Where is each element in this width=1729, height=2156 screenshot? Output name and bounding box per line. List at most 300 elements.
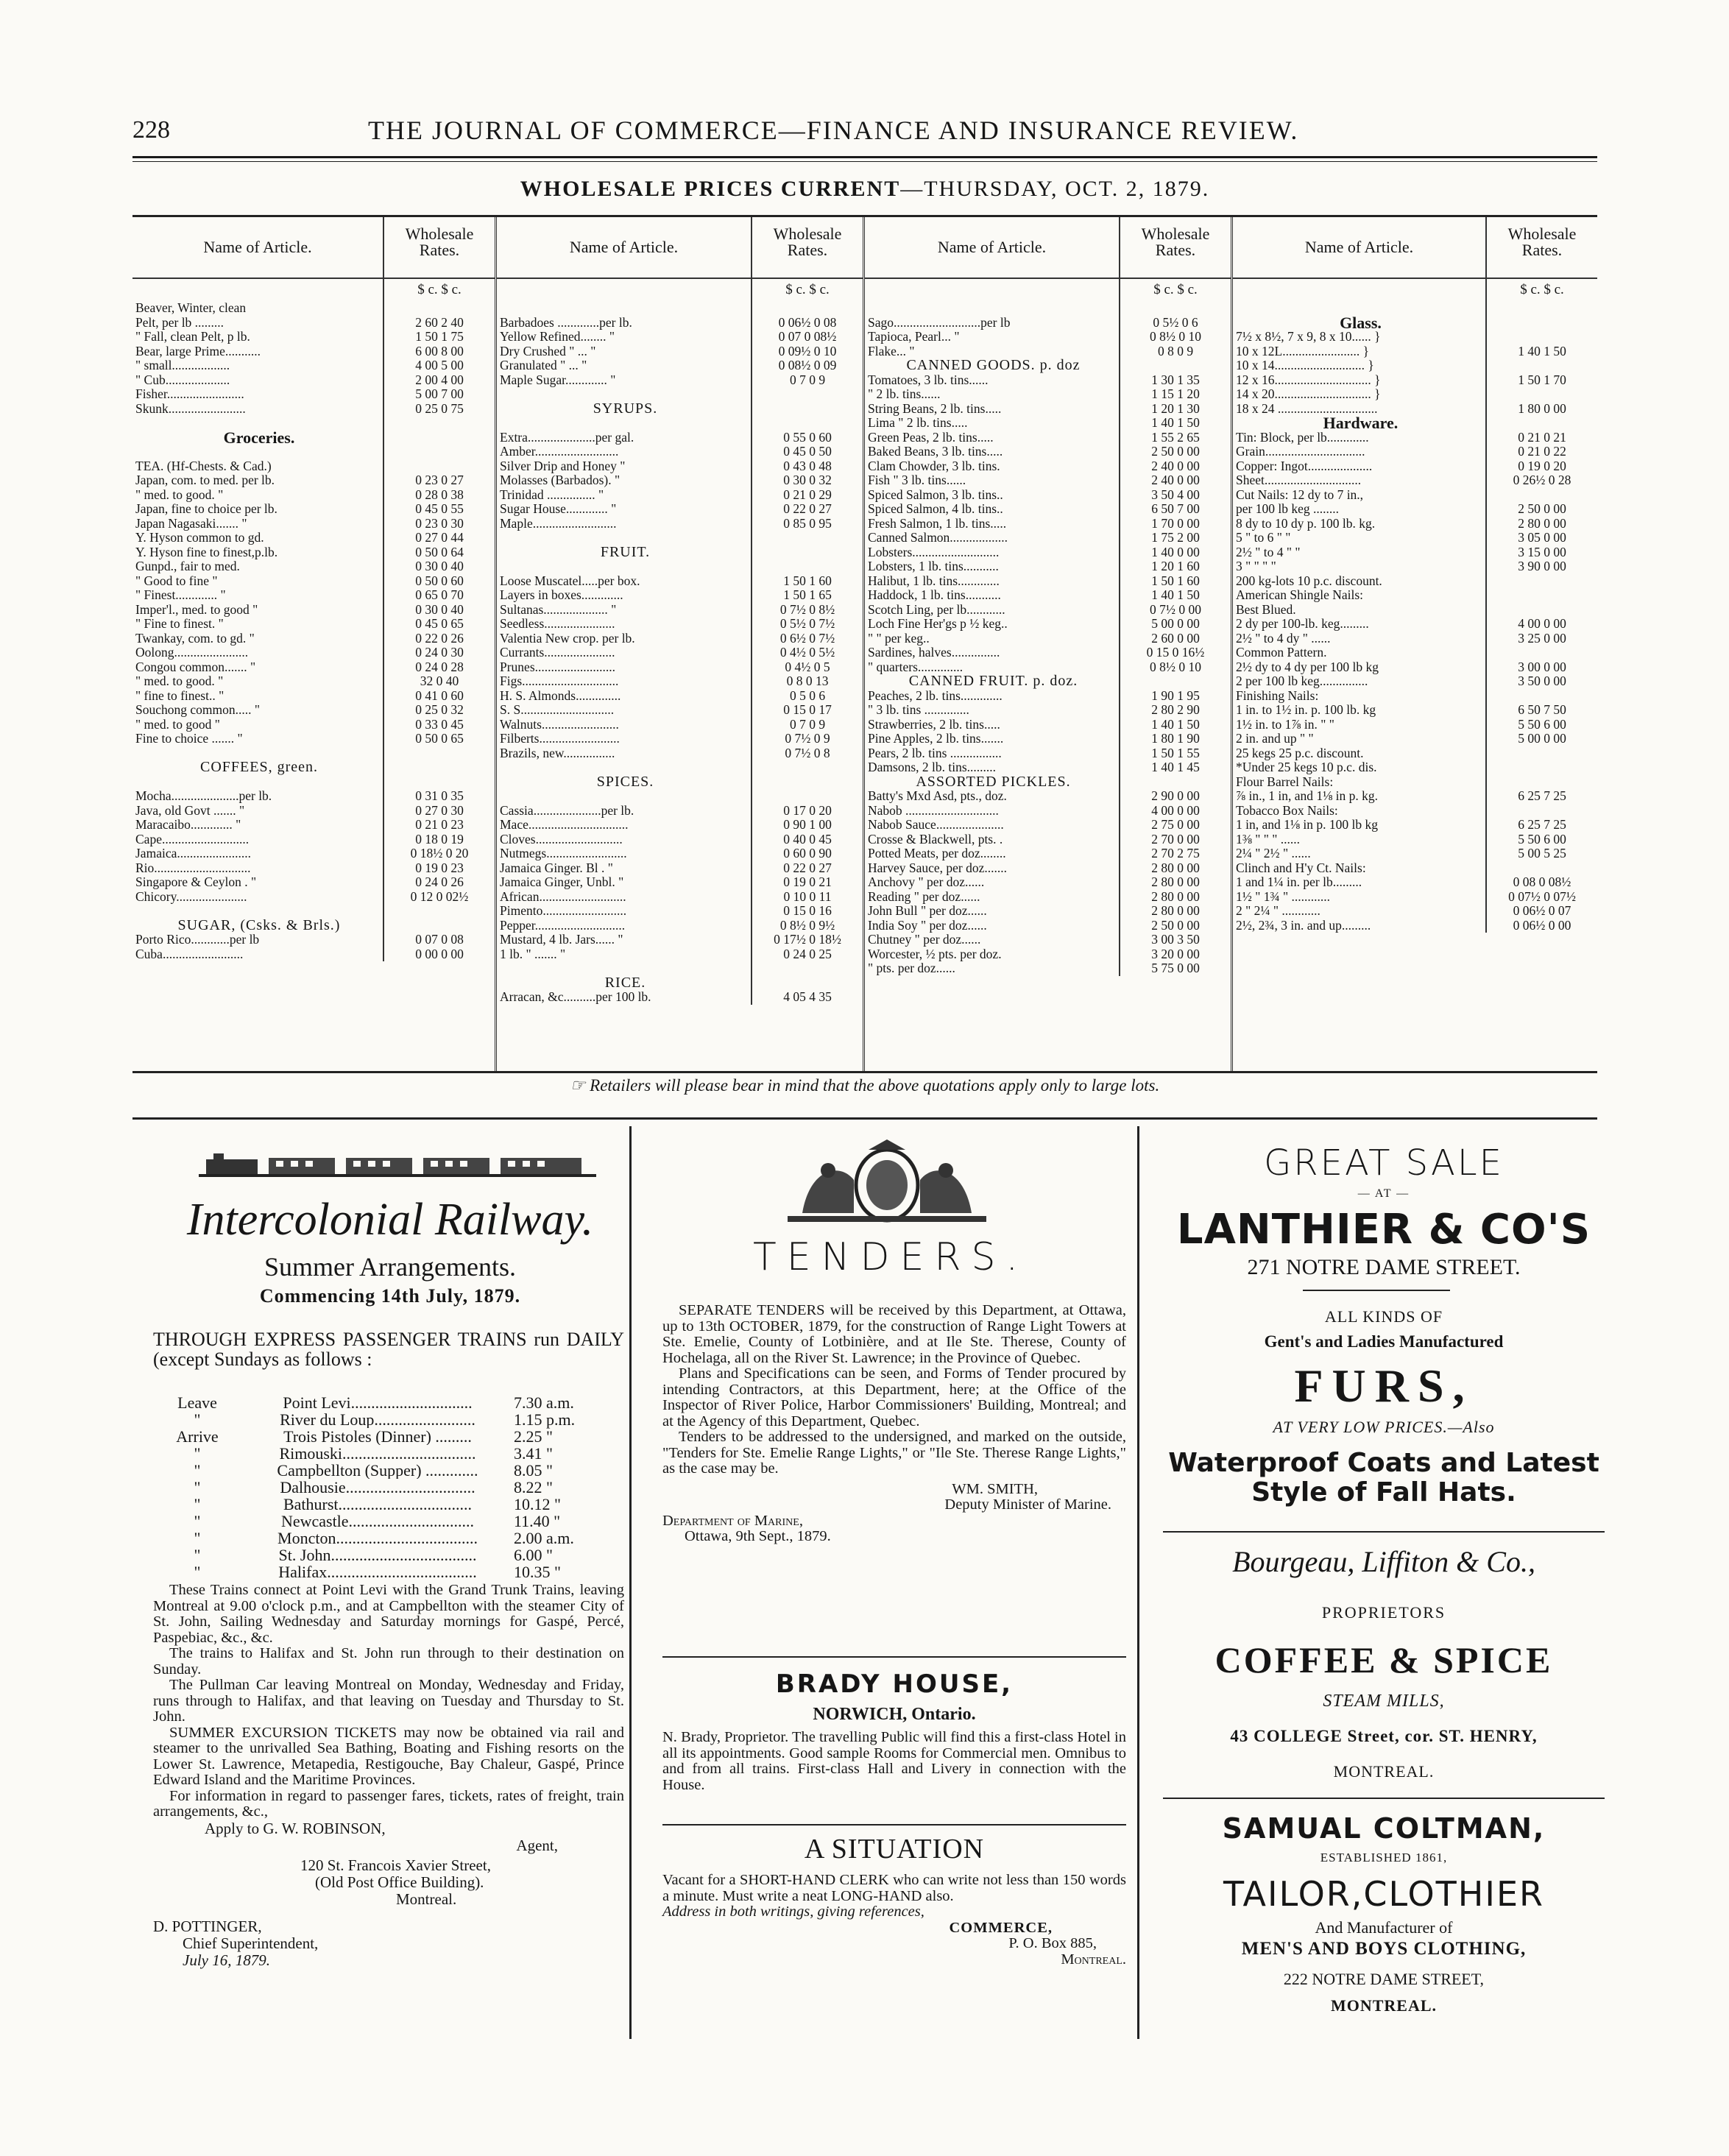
superintendent-name: D. POTTINGER,	[153, 1917, 262, 1935]
price-row	[497, 990, 863, 1005]
wholesale-rate: 0 90 1 00	[751, 818, 863, 833]
wholesale-rate: 0 06½ 0 08	[751, 316, 863, 331]
wholesale-rate: 0 07½ 0 07½	[1485, 890, 1597, 905]
lanthier-gents: Gent's and Ladies Manufactured	[1264, 1332, 1504, 1351]
wholesale-rate	[1485, 603, 1597, 618]
article-name	[132, 445, 383, 459]
railway-title: Intercolonial Railway.	[186, 1195, 594, 1245]
article-name: Maple..........................	[500, 516, 617, 531]
prices-column-4	[1233, 217, 1597, 1071]
wholesale-rate: 5 00 0 00	[1119, 617, 1231, 632]
price-row	[865, 531, 1231, 545]
wholesale-rate: 0 21 0 22	[1485, 445, 1597, 459]
railway-timetable	[153, 1394, 624, 1580]
price-row	[132, 847, 495, 861]
article-name: 200 kg-lots 10 p.c. discount.	[1236, 573, 1382, 588]
price-row	[497, 890, 863, 905]
price-row	[132, 373, 495, 388]
money-header-row	[865, 279, 1231, 301]
article-name: SYRUPS.	[593, 401, 658, 416]
article-name: Figs..............................	[500, 674, 619, 688]
price-row	[132, 416, 495, 431]
price-row	[132, 545, 495, 560]
article-name: Fish " 3 lb. tins......	[868, 473, 966, 487]
coltman-mens: MEN'S AND BOYS CLOTHING,	[1241, 1939, 1527, 1959]
price-row	[865, 488, 1231, 503]
article-name	[497, 387, 751, 402]
price-row	[132, 531, 495, 545]
price-row	[865, 574, 1231, 589]
article-name: Damsons, 2 lb. tins.........	[868, 760, 997, 774]
tenders-divider	[662, 1656, 1126, 1658]
article-name: Scotch Ling, per lb............	[868, 602, 1005, 617]
price-row	[1233, 574, 1597, 589]
price-row	[132, 646, 495, 660]
wholesale-rate: 2 70 2 75	[1119, 847, 1231, 861]
bourgeau-city: MONTREAL.	[1333, 1762, 1435, 1781]
wholesale-rate	[751, 416, 863, 431]
article-name: Harvey Sauce, per doz.......	[868, 860, 1008, 875]
price-row	[865, 789, 1231, 804]
wholesale-rate: 0 50 0 60	[383, 574, 495, 589]
wholesale-rate: 0 19 0 21	[751, 875, 863, 890]
stop-direction: "	[194, 1529, 201, 1547]
article-name: Mocha.....................per lb.	[135, 789, 272, 803]
price-row	[1233, 373, 1597, 388]
page-header	[132, 110, 1597, 147]
wholesale-rate: 1 70 0 00	[1119, 517, 1231, 531]
article-name: 2½ " to 4 dy " ......	[1236, 631, 1331, 646]
wholesale-rate	[751, 301, 863, 316]
tenders-department: Department of Marine,	[662, 1512, 803, 1529]
article-name: Pepper............................	[500, 918, 626, 933]
article-name: Extra.....................per gal.	[500, 430, 634, 445]
article-name: Crosse & Blackwell, pts. .	[868, 832, 1003, 847]
price-row	[497, 301, 863, 316]
name-header: Name of Article.	[865, 217, 1120, 278]
stop-time: 10.35 "	[514, 1563, 561, 1581]
article-name: " quarters..............	[868, 660, 963, 674]
section-heading-row	[497, 402, 863, 417]
wholesale-rate: 0 8 0 13	[751, 674, 863, 689]
section-heading-row	[1233, 316, 1597, 331]
wholesale-rate: 3 15 0 00	[1485, 545, 1597, 560]
paragraph: The Pullman Car leaving Montreal on Monday, Wednesday and Friday, runs through to Halifax, and that leaving on Tuesday and Thursday to St. John.	[153, 1677, 624, 1725]
timetable-row	[153, 1411, 624, 1428]
situation-address: Address in both writings, giving references,	[662, 1904, 924, 1920]
article-name: 3 " " " "	[1236, 559, 1276, 573]
price-row	[1233, 689, 1597, 704]
lanthier-address: 271 NOTRE DAME STREET.	[1247, 1255, 1521, 1279]
price-row	[1233, 473, 1597, 488]
wholesale-rate: 1 40 1 50	[1119, 588, 1231, 603]
price-row	[497, 746, 863, 761]
price-row	[865, 703, 1231, 718]
stop-name: Rimouski.................................	[279, 1445, 476, 1462]
article-name: Maple Sugar............. "	[500, 372, 616, 387]
wholesale-rate	[1485, 746, 1597, 761]
stop-time: 3.41 "	[514, 1444, 553, 1463]
price-row	[865, 344, 1231, 359]
article-name: Mustard, 4 lb. Jars...... "	[500, 933, 623, 947]
coltman-tailor: TAILOR,CLOTHIER	[1223, 1874, 1544, 1914]
timetable-row	[153, 1394, 624, 1411]
wholesale-rate: 0 7½ 0 00	[1119, 603, 1231, 618]
wholesale-rate	[383, 301, 495, 316]
wholesale-rate: 0 08½ 0 09	[751, 358, 863, 373]
price-row	[865, 660, 1231, 675]
article-name: Tobacco Box Nails:	[1236, 803, 1338, 818]
article-name: " small..................	[135, 358, 230, 372]
wholesale-rate: 0 65 0 70	[383, 588, 495, 603]
article-name: Dry Crushed " ... "	[500, 344, 596, 358]
wholesale-rate: 3 20 0 00	[1119, 947, 1231, 962]
header-rule	[132, 156, 1597, 158]
situation-text: Vacant for a SHORT-HAND CLERK who can write not less than 150 words a minute. Must write a neat LONG-HAND also.	[662, 1872, 1126, 1904]
price-row	[497, 660, 863, 675]
article-name: Sultanas.................... "	[500, 602, 617, 617]
article-name: Loch Fine Her'gs p ½ keg..	[868, 617, 1008, 631]
price-row	[497, 459, 863, 474]
stop-name: Moncton...................................	[277, 1530, 478, 1547]
wholesale-rate	[383, 904, 495, 919]
wholesale-rate	[1485, 488, 1597, 503]
article-name: " fine to finest.. "	[135, 688, 224, 703]
stop-time: 6.00 "	[514, 1546, 553, 1564]
price-row	[132, 559, 495, 574]
wholesale-rate: 0 26½ 0 28	[1485, 473, 1597, 488]
article-name: Oolong.......................	[135, 646, 249, 660]
wholesale-rate: 0 55 0 60	[751, 431, 863, 445]
wholesale-rate: 1 20 1 60	[1119, 559, 1231, 574]
price-row	[865, 301, 1231, 316]
price-row	[865, 416, 1231, 431]
wholesale-rate: 3 05 0 00	[1485, 531, 1597, 545]
price-row	[865, 919, 1231, 933]
wholesale-rate: 0 8 0 9	[1119, 344, 1231, 359]
wholesale-rate: 0 18½ 0 20	[383, 847, 495, 861]
price-row	[497, 833, 863, 847]
railway-intro: THROUGH EXPRESS PASSENGER TRAINS run DAILY (except Sundays as follows :	[153, 1329, 624, 1370]
timetable-row	[153, 1428, 624, 1445]
wholesale-rate: 0 07 0 08	[383, 933, 495, 947]
wholesale-rate: 3 90 0 00	[1485, 559, 1597, 574]
paragraph: SUMMER EXCURSION TICKETS may now be obtained via rail and steamer to the unrivalled Sea Bathing, Boating and Fishing resorts on the Lower St. Lawrence, Metapedia, Restigouche, Bay Chaleur, Gaspé, Prince Edward Island and the Maritime Provinces.	[153, 1724, 624, 1788]
price-row	[865, 760, 1231, 775]
article-name: TEA. (Hf-Chests. & Cad.)	[135, 459, 272, 473]
price-row	[497, 789, 863, 804]
price-row	[1233, 833, 1597, 847]
article-name: Arracan, &c..........per 100 lb.	[500, 990, 651, 1004]
article-name: Souchong common..... "	[135, 703, 261, 717]
wholesale-rate: 1 30 1 35	[1119, 373, 1231, 388]
stop-time: 1.15 p.m.	[514, 1410, 576, 1429]
section-divider	[132, 1117, 1597, 1120]
wholesale-rate: 2 80 0 00	[1119, 875, 1231, 890]
article-name: Groceries.	[223, 430, 295, 445]
wholesale-rate: 2 40 0 00	[1119, 473, 1231, 488]
article-name: Best Blued.	[1236, 602, 1296, 617]
stop-time: 2.00 a.m.	[514, 1529, 574, 1547]
article-name: 2½ " to 4 " "	[1236, 545, 1301, 559]
wholesale-rate: 0 40 0 45	[751, 833, 863, 847]
wholesale-rate: 0 27 0 44	[383, 531, 495, 545]
wholesale-rate: 0 08 0 08½	[1485, 875, 1597, 890]
money-header: $ c. $ c.	[1119, 279, 1231, 301]
price-row	[132, 674, 495, 689]
price-row	[865, 402, 1231, 417]
wholesale-rate	[383, 416, 495, 431]
article-name: FRUIT.	[600, 545, 651, 559]
wholesale-rate: 1 50 1 65	[751, 588, 863, 603]
price-row	[865, 833, 1231, 847]
wholesale-rate: 0 15 0 16	[751, 904, 863, 919]
wholesale-rate: 1 55 2 65	[1119, 431, 1231, 445]
wholesale-rate	[1485, 689, 1597, 704]
article-name: " med. to good "	[135, 717, 220, 732]
brady-body: N. Brady, Proprietor. The travelling Public will find this a first-class Hotel in all its appointments. Good sample Rooms for Commercial men. Omnibus to and from all trains. First-class Hall and Livery in connection with the House.	[662, 1729, 1126, 1793]
wholesale-rate	[751, 961, 863, 976]
prices-table	[132, 215, 1597, 1073]
price-row	[497, 502, 863, 517]
brady-divider	[662, 1824, 1126, 1825]
wholesale-rate: 2 50 0 00	[1119, 919, 1231, 933]
article-name: Japan, fine to choice per lb.	[135, 502, 277, 516]
section-heading-row	[497, 976, 863, 991]
price-row	[132, 330, 495, 344]
wholesale-rate: 0 8½ 0 10	[1119, 330, 1231, 344]
wholesale-rate	[1485, 646, 1597, 660]
wholesale-rate: 4 00 0 00	[1485, 617, 1597, 632]
wholesale-rate: 2 80 2 90	[1119, 703, 1231, 718]
article-name: 10 x 12L........................ }	[1236, 344, 1369, 358]
article-name: Sheet..............................	[1236, 473, 1362, 487]
article-name: Copper: Ingot....................	[1236, 459, 1373, 473]
wholesale-rate: 0 25 0 75	[383, 402, 495, 417]
price-row	[497, 517, 863, 531]
price-row	[497, 330, 863, 344]
price-row	[1233, 775, 1597, 790]
price-row	[1233, 804, 1597, 819]
article-name: Lobsters, 1 lb. tins...........	[868, 559, 999, 573]
price-row	[1233, 344, 1597, 359]
column-header	[1233, 217, 1597, 279]
article-name: Baked Beans, 3 lb. tins.....	[868, 445, 1003, 459]
article-name: " med. to good. "	[135, 674, 224, 688]
price-row	[865, 632, 1231, 646]
stop-name: Newcastle...............................	[280, 1513, 475, 1530]
paragraph: For information in regard to passenger fares, tickets, rates of freight, train arrangements, &c.,	[153, 1787, 624, 1820]
price-row	[132, 358, 495, 373]
wholesale-rate: 0 10 0 11	[751, 890, 863, 905]
article-name: Canned Salmon..................	[868, 531, 1008, 545]
wholesale-rate	[1485, 760, 1597, 775]
wholesale-rate: 1 50 1 60	[751, 574, 863, 589]
wholesale-rate	[751, 559, 863, 574]
article-name: Nabob Sauce.....................	[868, 818, 1004, 832]
article-name: String Beans, 2 lb. tins.....	[868, 401, 1002, 416]
price-row	[497, 445, 863, 459]
wholesale-rate: 0 12 0 02½	[383, 890, 495, 905]
wholesale-rate: 0 7 0 9	[751, 718, 863, 732]
article-name: Congou common....... "	[135, 660, 256, 674]
section-heading-row	[497, 545, 863, 560]
price-row	[865, 330, 1231, 344]
bourgeau-proprietors: PROPRIETORS	[1321, 1603, 1446, 1622]
wholesale-rate	[1119, 301, 1231, 316]
price-row	[497, 574, 863, 589]
lanthier-rule	[1303, 1290, 1450, 1291]
price-row	[1233, 402, 1597, 417]
price-row	[1233, 358, 1597, 373]
price-row	[497, 760, 863, 775]
stop-direction: "	[194, 1563, 201, 1581]
wholesale-rate: 5 50 6 00	[1485, 718, 1597, 732]
article-name	[497, 416, 751, 431]
price-row	[1233, 502, 1597, 517]
lanthier-waterproof: Waterproof Coats and Latest Style of Fall Hats.	[1168, 1448, 1599, 1508]
wholesale-rate	[1485, 588, 1597, 603]
price-row	[132, 703, 495, 718]
rate-header: Wholesale Rates.	[405, 225, 474, 259]
article-name	[1233, 301, 1485, 316]
price-row	[497, 531, 863, 545]
article-name: " Fine to finest. "	[135, 617, 224, 631]
timetable-row	[153, 1530, 624, 1547]
wholesale-rate: 2 80 0 00	[1119, 904, 1231, 919]
wholesale-rate: 0 43 0 48	[751, 459, 863, 474]
price-row	[132, 818, 495, 833]
article-name: Brazils, new................	[500, 746, 615, 760]
article-name: 2 per 100 lb keg...............	[1236, 674, 1368, 688]
article-name: Beaver, Winter, clean	[135, 301, 247, 315]
article-name: Japan, com. to med. per lb.	[135, 473, 275, 487]
article-name: Potted Meats, per doz........	[868, 847, 1006, 860]
wholesale-rate: 2 75 0 00	[1119, 818, 1231, 833]
stop-direction: "	[194, 1410, 201, 1429]
article-name: Flake... "	[868, 344, 915, 358]
railway-body	[153, 1583, 624, 1969]
price-row	[132, 660, 495, 675]
price-row	[132, 387, 495, 402]
wholesale-rate: 5 00 7 00	[383, 387, 495, 402]
price-row	[1233, 387, 1597, 402]
article-name: Filberts.........................	[500, 732, 620, 746]
wholesale-rate: 0 22 0 27	[751, 502, 863, 517]
coltman-name: SAMUAL COLTMAN,	[1222, 1812, 1546, 1845]
article-name: *Under 25 kegs 10 p.c. dis.	[1236, 760, 1377, 774]
price-row	[497, 416, 863, 431]
article-name: " Finest............. "	[135, 588, 226, 602]
wholesale-rate: 0 06½ 0 07	[1485, 904, 1597, 919]
price-row	[1233, 330, 1597, 344]
article-name: " pts. per doz......	[868, 961, 955, 975]
price-row	[1233, 301, 1597, 316]
wholesale-rate: 0 7½ 0 9	[751, 732, 863, 746]
wholesale-rate	[383, 775, 495, 790]
price-row	[1233, 488, 1597, 503]
price-row	[497, 818, 863, 833]
wholesale-rate: 1 80 0 00	[1485, 402, 1597, 417]
stop-name: Campbellton (Supper) .............	[277, 1462, 478, 1479]
wholesale-rate: 0 22 0 26	[383, 632, 495, 646]
stop-direction: "	[194, 1546, 201, 1564]
stop-name: River du Loup.........................	[280, 1411, 475, 1428]
stop-name: St. John....................................	[278, 1547, 477, 1563]
article-name: Pine Apples, 2 lb. tins.......	[868, 732, 1004, 746]
price-row	[497, 861, 863, 876]
article-name: 2¼ " 2½ " ......	[1236, 847, 1311, 860]
wholesale-rate: 3 50 4 00	[1119, 488, 1231, 503]
article-name: John Bull " per doz......	[868, 904, 987, 918]
price-row	[1233, 559, 1597, 574]
wholesale-rate: 3 00 0 00	[1485, 660, 1597, 675]
wholesale-rate: 1 40 1 50	[1485, 344, 1597, 359]
article-name: Spiced Salmon, 4 lb. tins..	[868, 502, 1003, 516]
wholesale-rate: 0 23 0 30	[383, 517, 495, 531]
price-row	[865, 933, 1231, 947]
price-row	[497, 732, 863, 746]
article-name: Anchovy " per doz......	[868, 875, 985, 889]
wholesale-rate: 0 8½ 0 10	[1119, 660, 1231, 675]
price-row	[865, 890, 1231, 905]
great-sale-at: — AT —	[1357, 1187, 1410, 1200]
article-name: SPICES.	[596, 774, 654, 789]
wholesale-rate: 0 07 0 08½	[751, 330, 863, 344]
article-name: African...........................	[500, 889, 626, 904]
article-name: Trinidad ............... "	[500, 487, 604, 502]
wholesale-rate	[1119, 358, 1231, 373]
wholesale-rate	[1485, 301, 1597, 316]
price-row	[1233, 646, 1597, 660]
article-name: H. S. Almonds..............	[500, 688, 621, 703]
price-row	[865, 431, 1231, 445]
timetable-row	[153, 1479, 624, 1496]
price-row	[132, 517, 495, 531]
article-name: 1½ in. to 1⅞ in. " "	[1236, 717, 1334, 732]
article-name: 1 in. to 1½ in. p. 100 lb. kg	[1236, 703, 1376, 717]
wholesale-rate: 0 5½ 0 7½	[751, 617, 863, 632]
price-row	[497, 559, 863, 574]
wholesale-rate: 1 50 1 70	[1485, 373, 1597, 388]
article-name: CANNED FRUIT. p. doz.	[908, 674, 1078, 689]
section-heading-row	[865, 358, 1231, 373]
wholesale-rate: 0 17 0 20	[751, 804, 863, 819]
wholesale-rate: 1 50 1 55	[1119, 746, 1231, 761]
price-row	[132, 890, 495, 905]
superintendent-title: Chief Superintendent,	[183, 1934, 319, 1952]
money-header-row	[497, 279, 863, 301]
tenders-title: TENDERS.	[752, 1235, 1029, 1279]
article-name: " 2 lb. tins......	[868, 387, 941, 401]
wholesale-rate: 0 21 0 29	[751, 488, 863, 503]
wholesale-rate: 0 23 0 27	[383, 473, 495, 488]
price-row	[865, 804, 1231, 819]
article-name: 2 in. and up " "	[1236, 732, 1314, 746]
tenders-signer: WM. SMITH,	[952, 1480, 1038, 1497]
railway-agent: Agent,	[516, 1836, 558, 1854]
article-name: Barbadoes .............per lb.	[500, 315, 632, 330]
price-row	[132, 875, 495, 890]
situation-city: Montreal.	[1061, 1951, 1126, 1968]
article-name: Y. Hyson fine to finest,p.lb.	[135, 545, 278, 559]
wholesale-rate: 4 00 0 00	[1119, 804, 1231, 819]
article-name: Worcester, ½ pts. per doz.	[868, 947, 1002, 961]
article-name: 10 x 14............................ }	[1236, 358, 1374, 372]
retailers-note-text: Retailers will please bear in mind that the above quotations apply only to large lots.	[590, 1076, 1160, 1095]
timetable-row	[153, 1445, 624, 1462]
money-spacer	[1233, 279, 1485, 301]
